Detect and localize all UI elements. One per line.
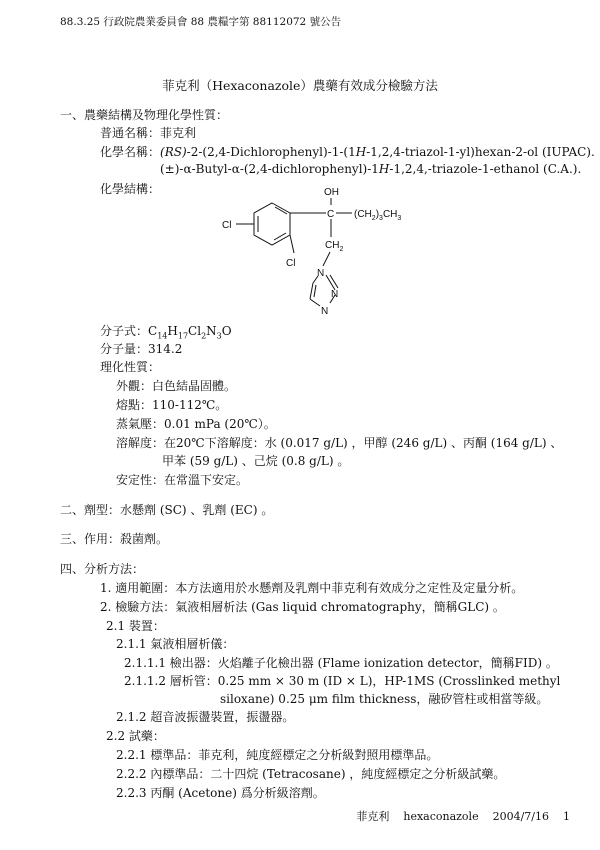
chemical-name-label: 化學名稱：: [100, 145, 161, 159]
chemical-name-iupac: 化學名稱：(RS)-2-(2,4-Dichlorophenyl)-1-(1H-1,2,4-triazol-1-yl)hexan-2-ol (IUPAC).: [100, 145, 595, 159]
internal-standard-item: 2.2.2 內標準品：二十四烷 (Tetracosane) ，純度經標定之分析級試藥。: [116, 767, 506, 781]
carbon-label: C: [327, 209, 335, 220]
chemical-name-ca: (±)-α-Butyl-α-(2,4-dichlorophenyl)-1H-1,2,4,-triazole-1-ethanol (C.A.).: [160, 162, 582, 176]
section-1-heading: 一、農藥結構及物理化學性質：: [60, 108, 229, 122]
hydroxyl-label: OH: [324, 187, 339, 198]
triazole-n3-label: N: [321, 306, 329, 317]
methylene-label: $CH_2$: [325, 240, 344, 253]
section-4-heading: 四、分析方法：: [60, 562, 145, 576]
apparatus-heading: 2.1 裝置：: [106, 619, 165, 633]
common-name: 普通名稱：菲克利: [100, 126, 197, 140]
footer-name: 菲克利: [356, 810, 390, 823]
chlorine-bottom-label: Cl: [286, 258, 296, 269]
reagents-heading: 2.2 試藥：: [106, 729, 165, 743]
detector-item: 2.1.1.1 檢出器：火焰離子化檢出器 (Flame ionization detector，簡稱FID) 。: [124, 656, 558, 670]
formula-value: $C_{14}H_{17}Cl_2N_3O$: [148, 324, 232, 341]
footer-english: hexaconazole: [403, 810, 479, 823]
chemical-structure-diagram: [222, 183, 452, 323]
standard-item: 2.2.1 標準品：菲克利，純度經標定之分析級對照用標準品。: [116, 748, 439, 762]
method-item: 2. 檢驗方法：氣液相層析法 (Gas liquid chromatography，簡稱GLC) 。: [100, 600, 505, 614]
chlorine-left-label: Cl: [222, 220, 232, 231]
molecular-weight: 分子量：314.2: [100, 342, 183, 356]
gas-chromatograph-item: 2.1.1 氣液相層析儀：: [116, 637, 235, 651]
solubility-line-2: 甲苯 (59 g/L) 、己烷 (0.8 g/L) 。: [162, 454, 350, 468]
announcement-header: 88.3.25 行政院農業委員會 88 農糧字第 88112072 號公告: [60, 16, 342, 28]
stability: 安定性：在常溫下安定。: [116, 473, 249, 487]
page-number: 1: [563, 810, 570, 823]
physical-properties-label: 理化性質：: [100, 360, 161, 374]
melting-point: 熔點：110-112℃。: [116, 398, 228, 412]
ultrasonic-item: 2.1.2 超音波振盪裝置，振盪器。: [116, 710, 295, 724]
section-2-formulation: 二、劑型：水懸劑 (SC) 、乳劑 (EC) 。: [60, 503, 274, 517]
column-item-line-2: siloxane) 0.25 μm film thickness，融矽管柱或相當等級。: [220, 692, 549, 706]
acetone-item: 2.2.3 丙酮 (Acetone) 爲分析級溶劑。: [116, 786, 325, 800]
vapor-pressure: 蒸氣壓：0.01 mPa (20℃）。: [116, 417, 276, 431]
benzene-ring: [254, 203, 290, 245]
page-footer: [342, 808, 570, 824]
structure-label: 化學結構：: [100, 182, 161, 196]
column-item-line-1: 2.1.1.2 層析管：0.25 mm × 30 m (ID × L)，HP-1MS (Crosslinked methyl: [124, 674, 561, 688]
triazole-n1-label: N: [317, 268, 325, 279]
molecular-formula: 分子式：$C_{14}H_{17}Cl_2N_3O$: [100, 324, 232, 341]
appearance: 外觀：白色結晶固體。: [116, 379, 237, 393]
document-title: 菲克利（Hexaconazole）農藥有效成分檢驗方法: [162, 78, 438, 93]
solubility-line-1: 溶解度：在20℃下溶解度：水 (0.017 g/L) ，甲醇 (246 g/L) 、丙酮 (164 g/L) 、: [116, 436, 563, 450]
section-3-action: 三、作用：殺菌劑。: [60, 532, 169, 546]
footer-date: 2004/7/16: [492, 810, 549, 823]
triazole-n2-label: N: [331, 289, 339, 300]
scope-item: 1. 適用範圍：本方法適用於水懸劑及乳劑中菲克利有效成分之定性及定量分析。: [100, 581, 524, 595]
butyl-chain-label: $(CH_2)_3CH_3$: [354, 209, 402, 222]
